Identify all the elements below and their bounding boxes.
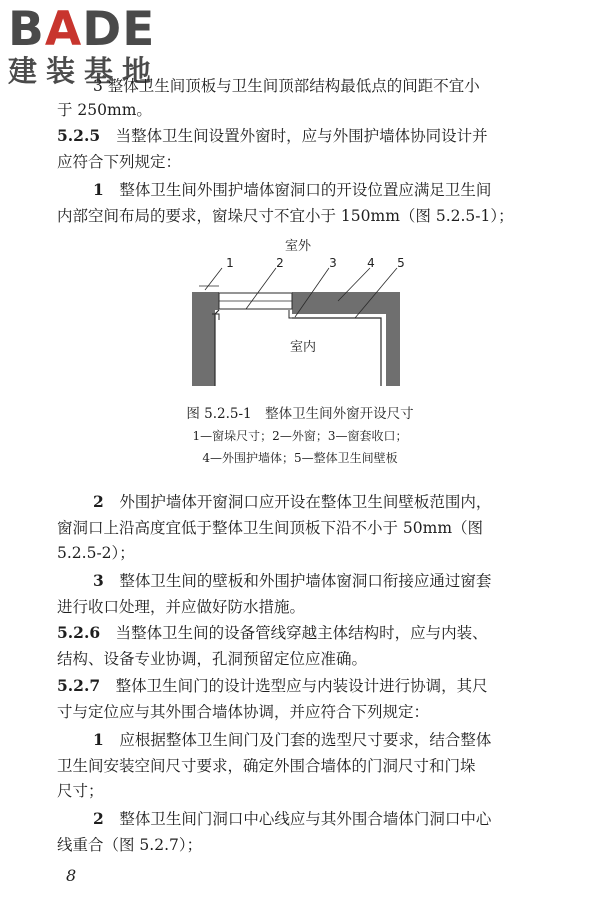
paragraph-line: 3 整体卫生间顶板与卫生间顶部结构最低点的间距不宜小 [93, 77, 480, 95]
section-text: 当整体卫生间的设备管线穿越主体结构时，应与内装、 [115, 624, 488, 642]
callout-label-1: 1 [226, 256, 234, 270]
label-inside: 室内 [289, 340, 317, 355]
logo-chinese: 建装基地 [8, 54, 161, 88]
paragraph-line: 内部空间布局的要求，窗垛尺寸不宜小于 150mm（图 5.2.5-1）； [57, 207, 514, 225]
section-number: 5.2.7 [57, 676, 101, 695]
paragraph-line: 应符合下列规定： [57, 153, 182, 171]
item-number: 1 [93, 180, 104, 199]
paragraph-line: 寸与定位应与其外围合墙体协调，并应符合下列规定： [57, 703, 430, 721]
paragraph-line: 于 250mm。 [57, 101, 152, 119]
list-item-3 [93, 570, 491, 592]
item-text: 外围护墙体开窗洞口应开设在整体卫生间壁板范围内， [119, 493, 492, 511]
item-text: 应根据整体卫生间门及门套的选型尺寸要求，结合整体 [119, 731, 492, 749]
callout-label-2: 2 [276, 256, 284, 270]
paragraph-line: 窗洞口上沿高度宜低于整体卫生间顶板下沿不小于 50mm（图 [57, 519, 484, 537]
callout-label-3: 3 [329, 256, 337, 270]
item-number: 2 [93, 809, 104, 828]
section-number: 5.2.5 [57, 126, 101, 145]
callout-label-5: 5 [397, 256, 405, 270]
item-text: 整体卫生间外围护墙体窗洞口的开设位置应满足卫生间 [119, 181, 492, 199]
callout-label-4: 4 [367, 256, 375, 270]
paragraph-line: 尺寸； [57, 782, 104, 800]
figure-caption: 图 5.2.5-1 整体卫生间外窗开设尺寸 [186, 406, 414, 422]
paragraph-line: 卫生间安装空间尺寸要求，确定外围合墙体的门洞尺寸和门垛 [57, 757, 476, 775]
item-text: 整体卫生间门洞口中心线应与其外围合墙体门洞口中心 [119, 810, 492, 828]
section-5-2-6 [57, 622, 488, 644]
item-text: 整体卫生间的壁板和外围护墙体窗洞口衔接应通过窗套 [119, 572, 492, 590]
paragraph-line: 进行收口处理，并应做好防水措施。 [57, 598, 306, 616]
exterior-wall-right [386, 292, 400, 386]
list-item-2 [93, 808, 491, 830]
exterior-wall-top [292, 292, 400, 314]
item-number: 3 [93, 571, 104, 590]
section-text: 整体卫生间门的设计选型应与内装设计进行协调，其尺 [115, 677, 488, 695]
figure-legend-line: 4—外围护墙体；5—整体卫生间壁板 [202, 451, 398, 465]
paragraph-line: 结构、设备专业协调，孔洞预留定位应准确。 [57, 650, 368, 668]
list-item-1 [93, 729, 491, 751]
section-5-2-7 [57, 675, 488, 697]
label-outside: 室外 [284, 239, 312, 254]
paragraph-line: 5.2.5-2）； [57, 544, 135, 562]
section-text: 当整体卫生间设置外窗时，应与外围护墙体协同设计并 [115, 127, 488, 145]
logo-wordmark: BADE [8, 2, 156, 57]
window-pier [192, 292, 219, 310]
page-number: 8 [66, 866, 77, 885]
callout-leader-1 [205, 268, 222, 290]
paragraph-line: 线重合（图 5.2.7）； [57, 836, 203, 854]
figure-legend-line: 1—窗垛尺寸；2—外窗；3—窗套收口； [192, 429, 408, 443]
section-number: 5.2.6 [57, 623, 101, 642]
item-number: 2 [93, 492, 104, 511]
item-number: 1 [93, 730, 104, 749]
list-item-2 [93, 491, 491, 513]
wall-panel-left [215, 310, 219, 386]
